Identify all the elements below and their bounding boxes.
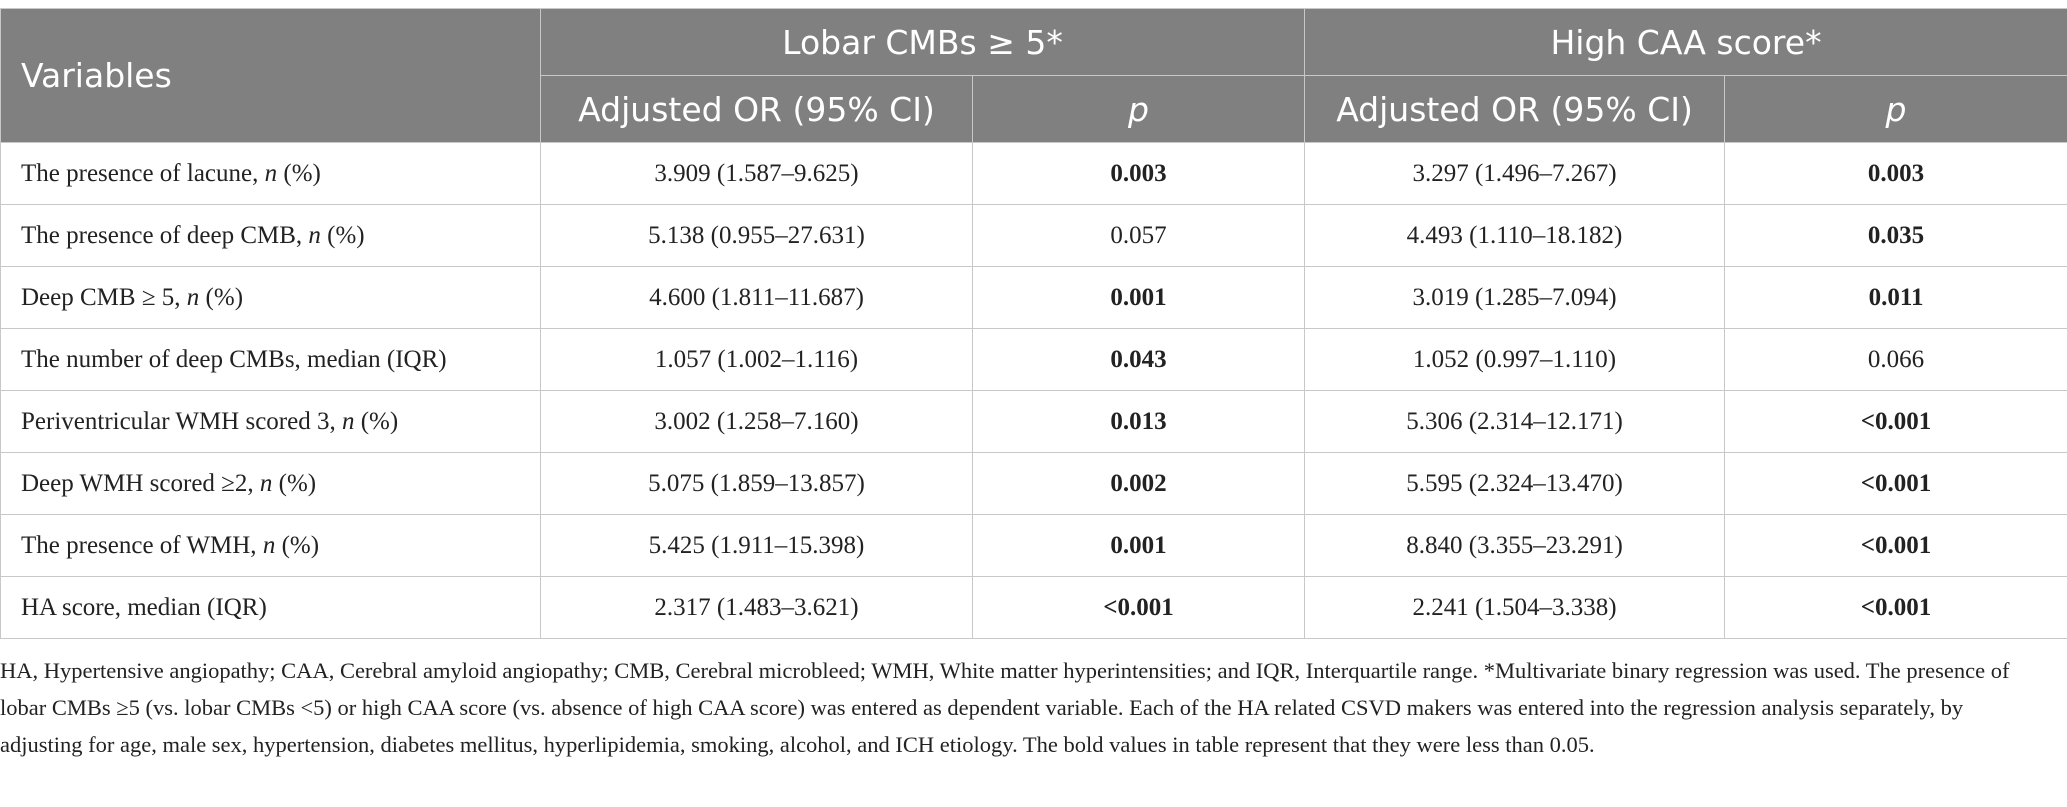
table-row: [1, 143, 2067, 205]
header-high-caa-score: High CAA score*: [1305, 9, 2067, 76]
results-table-container: [0, 8, 2067, 639]
cell-p-caa: 0.035: [1725, 205, 2067, 267]
row-label-text: The number of deep CMBs, median (IQR): [21, 345, 447, 373]
row-label-text: The presence of lacune,: [21, 159, 265, 187]
row-label: [1, 391, 541, 453]
table-row: [1, 329, 2067, 391]
cell-p-caa: 0.003: [1725, 143, 2067, 205]
row-label: [1, 453, 541, 515]
cell-p-caa: 0.066: [1725, 329, 2067, 391]
row-label-italic: n: [264, 159, 278, 187]
cell-or-caa: 8.840 (3.355–23.291): [1305, 515, 1725, 577]
cell-p-caa: 0.011: [1725, 267, 2067, 329]
table-row: [1, 205, 2067, 267]
cell-p-lobar: 0.043: [973, 329, 1305, 391]
header-variables: Variables: [1, 9, 541, 143]
cell-or-lobar: 4.600 (1.811–11.687): [541, 267, 973, 329]
cell-or-caa: 5.306 (2.314–12.171): [1305, 391, 1725, 453]
row-label-italic: n: [308, 221, 321, 249]
row-label-text: Periventricular WMH scored 3,: [21, 407, 342, 435]
row-label-tail: (%): [199, 283, 244, 311]
row-label-tail: (%): [354, 407, 399, 435]
cell-p-caa: <0.001: [1725, 453, 2067, 515]
cell-p-lobar: 0.057: [973, 205, 1305, 267]
cell-p-lobar: 0.003: [973, 143, 1305, 205]
cell-or-lobar: 3.002 (1.258–7.160): [541, 391, 973, 453]
row-label-tail: (%): [277, 159, 321, 187]
cell-or-caa: 2.241 (1.504–3.338): [1305, 577, 1725, 639]
row-label-text: The presence of deep CMB,: [21, 221, 309, 249]
cell-p-lobar: 0.001: [973, 267, 1305, 329]
table-row: [1, 267, 2067, 329]
cell-or-lobar: 5.075 (1.859–13.857): [541, 453, 973, 515]
header-p-2: p: [1725, 76, 2067, 143]
cell-p-lobar: <0.001: [973, 577, 1305, 639]
row-label-text: The presence of WMH,: [21, 531, 263, 559]
cell-or-caa: 3.297 (1.496–7.267): [1305, 143, 1725, 205]
row-label-tail: (%): [272, 469, 317, 497]
cell-or-caa: 5.595 (2.324–13.470): [1305, 453, 1725, 515]
row-label: [1, 515, 541, 577]
row-label: [1, 267, 541, 329]
row-label-italic: n: [341, 407, 355, 435]
row-label-italic: n: [262, 531, 276, 559]
header-adjusted-or-1: Adjusted OR (95% CI): [541, 76, 973, 143]
row-label-tail: (%): [320, 221, 365, 249]
cell-or-lobar: 3.909 (1.587–9.625): [541, 143, 973, 205]
header-p-1: p: [973, 76, 1305, 143]
cell-p-caa: <0.001: [1725, 577, 2067, 639]
row-label-tail: (%): [275, 531, 320, 559]
table-row: [1, 453, 2067, 515]
table-row: [1, 515, 2067, 577]
header-row-groups: [1, 9, 2067, 76]
cell-or-lobar: 5.425 (1.911–15.398): [541, 515, 973, 577]
header-adjusted-or-2: Adjusted OR (95% CI): [1305, 76, 1725, 143]
cell-p-caa: <0.001: [1725, 391, 2067, 453]
results-table: [0, 8, 2067, 639]
cell-p-caa: <0.001: [1725, 515, 2067, 577]
row-label: [1, 143, 541, 205]
table-row: [1, 577, 2067, 639]
table-footnote: HA, Hypertensive angiopathy; CAA, Cerebral amyloid angiopathy; CMB, Cerebral microbleed; WMH, White matter hyperintensities; and IQR, Interquartile range. *Multivariate binary regression was used. The presence of lobar CMBs ≥5 (vs. lobar CMBs <5) or high CAA score (vs. absence of high CAA score) was entered as dependent variable. Each of the HA related CSVD makers was entered into the regression analysis separately, by adjusting for age, male sex, hypertension, diabetes mellitus, hyperlipidemia, smoking, alcohol, and ICH etiology. The bold values in table represent that they were less than 0.05.: [0, 658, 2010, 757]
row-label-italic: n: [259, 469, 273, 497]
row-label: [1, 577, 541, 639]
row-label: [1, 205, 541, 267]
cell-or-caa: 1.052 (0.997–1.110): [1305, 329, 1725, 391]
row-label-text: HA score, median (IQR): [21, 593, 267, 621]
cell-or-caa: 4.493 (1.110–18.182): [1305, 205, 1725, 267]
cell-p-lobar: 0.002: [973, 453, 1305, 515]
row-label-text: Deep CMB ≥ 5,: [21, 283, 187, 311]
row-label-italic: n: [186, 283, 200, 311]
cell-p-lobar: 0.013: [973, 391, 1305, 453]
table-row: [1, 391, 2067, 453]
row-label-text: Deep WMH scored ≥2,: [21, 469, 260, 497]
cell-or-caa: 3.019 (1.285–7.094): [1305, 267, 1725, 329]
cell-or-lobar: 1.057 (1.002–1.116): [541, 329, 973, 391]
cell-or-lobar: 5.138 (0.955–27.631): [541, 205, 973, 267]
header-lobar-cmbs: Lobar CMBs ≥ 5*: [541, 9, 1305, 76]
cell-p-lobar: 0.001: [973, 515, 1305, 577]
cell-or-lobar: 2.317 (1.483–3.621): [541, 577, 973, 639]
row-label: [1, 329, 541, 391]
